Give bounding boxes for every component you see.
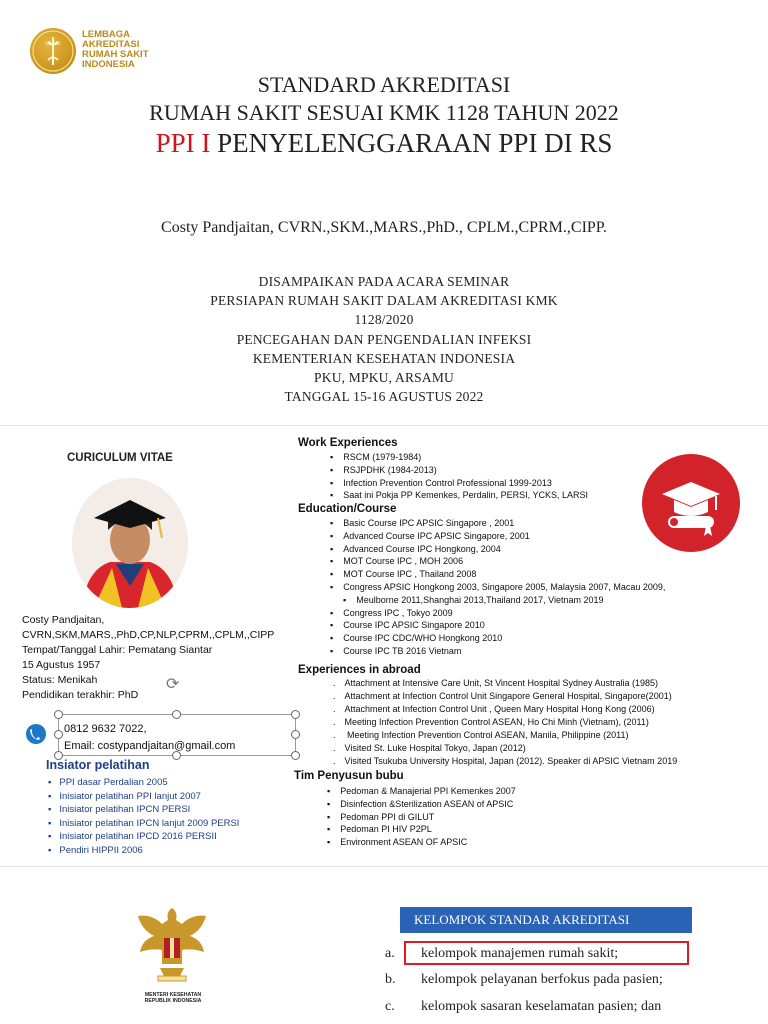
profile-photo [72, 478, 188, 608]
work-heading: Work Experiences [298, 437, 398, 449]
list-item: ▪ Course IPC CDC/WHO Hongkong 2010 [330, 632, 665, 645]
list-item: ▪ Pedoman PPI di GILUT [327, 811, 516, 824]
list-item: . Attachment at Intensive Care Unit, St Vincent Hospital Sydney Australia (1985) [333, 677, 677, 690]
list-item: . Meeting Infection Prevention Control ASEAN, Ho Chi Minh (Vietnam), (2011) [333, 716, 677, 729]
ministry-line: REPUBLIK INDONESIA [144, 998, 202, 1004]
phone-icon [26, 724, 46, 744]
list-item: ▪ Inisiator pelatihan IPCN PERSI [48, 803, 239, 817]
inisiator-list [48, 776, 239, 857]
bio-block [22, 613, 292, 703]
resize-handle-icon[interactable] [172, 710, 181, 719]
graduation-cap-icon [642, 454, 740, 552]
work-list [330, 451, 588, 502]
list-item: ▪ Basic Course IPC APSIC Singapore , 2001 [330, 517, 665, 530]
education-list [330, 517, 665, 658]
kelompok-title: KELOMPOK STANDAR AKREDITASI [400, 907, 692, 933]
kelompok-item [385, 946, 618, 962]
resize-handle-icon[interactable] [291, 710, 300, 719]
bio-credentials: CVRN,SKM,MARS,,PhD,CP,NLP,CPRM,,CPLM,,CIPP [22, 629, 275, 641]
item-text: kelompok sasaran keselamatan pasien; dan [421, 999, 662, 1014]
title-rest-part: PENYELENGGARAAN PPI DI RS [210, 128, 613, 158]
list-item: ▪ Advanced Course IPC APSIC Singapore, 2001 [330, 530, 665, 543]
item-text: kelompok manajemen rumah sakit; [421, 946, 619, 961]
slide-divider [0, 866, 768, 867]
seminar-line: PENCEGAHAN DAN PENGENDALIAN INFEKSI [236, 331, 532, 347]
list-item: ▪ Pedoman & Manajerial PPI Kemenkes 2007 [327, 785, 516, 798]
list-item: ▪ Inisiator pelatihan IPCD 2016 PERSII [48, 830, 239, 844]
list-item: ▪ Advanced Course IPC Hongkong, 2004 [330, 543, 665, 556]
list-item: ▪ RSCM (1979-1984) [330, 451, 588, 464]
logo-line: LEMBAGA [82, 29, 131, 40]
ministry-label [118, 992, 228, 1004]
kelompok-item [385, 972, 663, 988]
list-item: ▪ Inisiator pelatihan IPCN lanjut 2009 PERSI [48, 817, 239, 831]
larsi-emblem-icon [30, 28, 76, 74]
list-item: . Attachment at Infection Control Unit Singapore General Hospital, Singapore(2001) [333, 690, 677, 703]
list-item: ▪ Course IPC APSIC Singapore 2010 [330, 619, 665, 632]
resize-handle-icon[interactable] [54, 730, 63, 739]
logo-line: AKREDITASI [82, 39, 140, 50]
list-item: ▪ Pedoman PI HIV P2PL [327, 823, 516, 836]
abroad-list [333, 677, 677, 768]
bio-status: Status: Menikah [22, 674, 98, 686]
abroad-heading: Experiences in abroad [298, 664, 421, 676]
list-item: . Meeting Infection Prevention Control ASEAN, Manila, Philippine (2011) [333, 729, 677, 742]
list-item: ▪ Inisiator pelatihan PPI lanjut 2007 [48, 790, 239, 804]
list-item: ▪ Disinfection &Sterilization ASEAN of APSIC [327, 798, 516, 811]
resize-handle-icon[interactable] [54, 710, 63, 719]
list-item: ▪ Congress IPC , Tokyo 2009 [330, 607, 665, 620]
item-marker: a. [385, 946, 395, 961]
kelompok-item [385, 999, 661, 1015]
bio-education: Pendidikan terakhir: PhD [22, 689, 139, 701]
bio-birthdate: 15 Agustus 1957 [22, 659, 101, 671]
inisiator-heading: Insiator pelatihan [46, 758, 150, 772]
seminar-line: PKU, MPKU, ARSAMU [314, 369, 454, 385]
tim-heading: Tim Penyusun bubu [294, 770, 404, 782]
garuda-emblem-icon [132, 902, 212, 986]
list-item: ▪ MOT Course IPC , MOH 2006 [330, 555, 665, 568]
bio-name: Costy Pandjaitan, [22, 614, 105, 626]
cv-title: CURICULUM VITAE [67, 452, 173, 464]
contact-info [64, 721, 235, 755]
seminar-line: KEMENTERIAN KESEHATAN INDONESIA [252, 350, 516, 366]
title-red-part: PPI I [155, 128, 211, 158]
list-item: ▪ Pendiri HIPPII 2006 [48, 844, 239, 858]
title-line-3 [0, 128, 768, 159]
list-item: . Attachment at Infection Control Unit , Queen Mary Hospital Hong Kong (2006) [333, 703, 677, 716]
item-text: kelompok pelayanan berfokus pada pasien; [421, 972, 663, 987]
list-item: ▪ Course IPC TB 2016 Vietnam [330, 645, 665, 658]
seminar-line: 1128/2020 [354, 312, 414, 328]
list-item: ▪ MOT Course IPC , Thailand 2008 [330, 568, 665, 581]
list-item: . Visited Tsukuba University Hospital, Japan (2012). Speaker di APSIC Vietnam 2019 [333, 755, 677, 768]
seminar-line: PERSIAPAN RUMAH SAKIT DALAM AKREDITASI KMK [210, 293, 558, 309]
slide-divider [0, 425, 768, 426]
item-marker: b. [385, 972, 396, 987]
title-line-2: RUMAH SAKIT SESUAI KMK 1128 TAHUN 2022 [149, 100, 619, 125]
list-item: ▪ Congress APSIC Hongkong 2003, Singapore 2005, Malaysia 2007, Macau 2009, [330, 581, 665, 594]
resize-handle-icon[interactable] [291, 751, 300, 760]
list-item: ▪ Saat ini Pokja PP Kemenkes, Perdalin, PERSI, YCKS, LARSI [330, 489, 588, 502]
tim-list [327, 785, 516, 849]
bio-birthplace: Tempat/Tanggal Lahir: Pematang Siantar [22, 644, 213, 656]
list-item: ▪ RSJPDHK (1984-2013) [330, 464, 588, 477]
list-item: ▪ Environment ASEAN OF APSIC [327, 836, 516, 849]
logo-line: INDONESIA [82, 59, 135, 70]
phone-number: 0812 9632 7022, [64, 723, 147, 735]
seminar-line: TANGGAL 15-16 AGUSTUS 2022 [284, 389, 484, 405]
item-marker: c. [385, 999, 395, 1014]
education-heading: Education/Course [298, 503, 397, 515]
logo-text [82, 30, 149, 70]
list-item: . Visited St. Luke Hospital Tokyo, Japan (2012) [333, 742, 677, 755]
email-address: Email: costypandjaitan@gmail.com [64, 740, 236, 752]
author-name: Costy Pandjaitan, CVRN.,SKM.,MARS.,PhD., CPLM.,CPRM.,CIPP. [161, 219, 607, 236]
emblem-text: LARSI [45, 41, 61, 47]
list-item: ▪ Infection Prevention Control Professional 1999-2013 [330, 477, 588, 490]
resize-handle-icon[interactable] [291, 730, 300, 739]
ministry-line: MENTERI KESEHATAN [144, 992, 202, 998]
title-line-1: STANDARD AKREDITASI [257, 72, 511, 97]
logo-line: RUMAH SAKIT [82, 49, 149, 60]
seminar-info [0, 272, 768, 406]
list-item: ▪ Meulborne 2011,Shanghai 2013,Thailand 2017, Vietnam 2019 [343, 594, 665, 607]
seminar-line: DISAMPAIKAN PADA ACARA SEMINAR [258, 274, 510, 289]
list-item: ▪ PPI dasar Perdalian 2005 [48, 776, 239, 790]
rotate-handle-icon[interactable]: ⟳ [166, 676, 180, 693]
